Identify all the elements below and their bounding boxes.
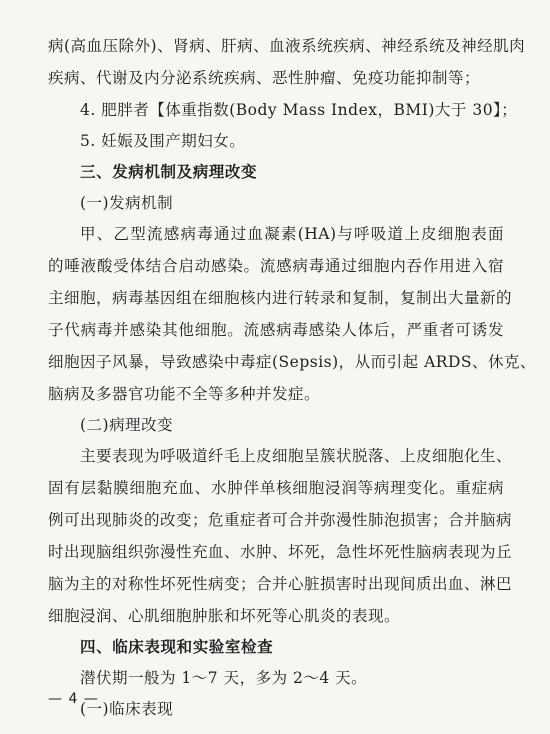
- paragraph-line: 甲、乙型流感病毒通过血凝素(HA)与呼吸道上皮细胞表面: [80, 225, 504, 243]
- paragraph-line: 固有层黏膜细胞充血、水肿伴单核细胞浸润等病理变化。重症病: [48, 479, 504, 497]
- body-text-line: 病(高血压除外)、肾病、肝病、血液系统疾病、神经系统及神经肌肉: [48, 37, 526, 55]
- paragraph-line: 的唾液酸受体结合启动感染。流感病毒通过细胞内吞作用进入宿: [48, 257, 504, 275]
- body-text-line: 疾病、代谢及内分泌系统疾病、恶性肿瘤、免疫功能抑制等；: [48, 69, 481, 87]
- paragraph-line: 时出现脑组织弥漫性充血、水肿、坏死，急性坏死性脑病表现为丘: [48, 543, 513, 561]
- paragraph-line: 细胞浸润、心肌细胞肿胀和坏死等心肌炎的表现。: [48, 607, 401, 625]
- section-heading-4: 四、临床表现和实验室检查: [80, 638, 274, 656]
- paragraph-line: 主要表现为呼吸道纤毛上皮细胞呈簇状脱落、上皮细胞化生、: [80, 447, 513, 465]
- incubation-period-line: 潜伏期一般为 1～7 天，多为 2～4 天。: [80, 669, 368, 687]
- paragraph-line: 主细胞，病毒基因组在细胞核内进行转录和复制，复制出大量新的: [48, 289, 513, 307]
- subsection-heading-clinical-manifestations: (一)临床表现: [80, 700, 174, 718]
- paragraph-line: 脑为主的对称性坏死性病变；合并心脏损害时出现间质出血、淋巴: [48, 575, 513, 593]
- page-number: — 4 —: [48, 691, 99, 707]
- paragraph-line: 细胞因子风暴，导致感染中毒症(Sepsis)，从而引起 ARDS、休克、: [48, 353, 537, 371]
- section-heading-3: 三、发病机制及病理改变: [80, 163, 258, 181]
- paragraph-line: 子代病毒并感染其他细胞。流感病毒感染人体后，严重者可诱发: [48, 321, 504, 339]
- subsection-heading-pathogenesis: (一)发病机制: [80, 194, 174, 212]
- paragraph-line: 脑病及多器官功能不全等多种并发症。: [48, 385, 321, 403]
- list-item-4: 4. 肥胖者【体重指数(Body Mass Index，BMI)大于 30】；: [80, 101, 518, 119]
- subsection-heading-pathology: (二)病理改变: [80, 416, 174, 434]
- paragraph-line: 例可出现肺炎的改变；危重症者可合并弥漫性肺泡损害；合并脑病: [48, 511, 513, 529]
- list-item-5: 5. 妊娠及围产期妇女。: [80, 132, 246, 150]
